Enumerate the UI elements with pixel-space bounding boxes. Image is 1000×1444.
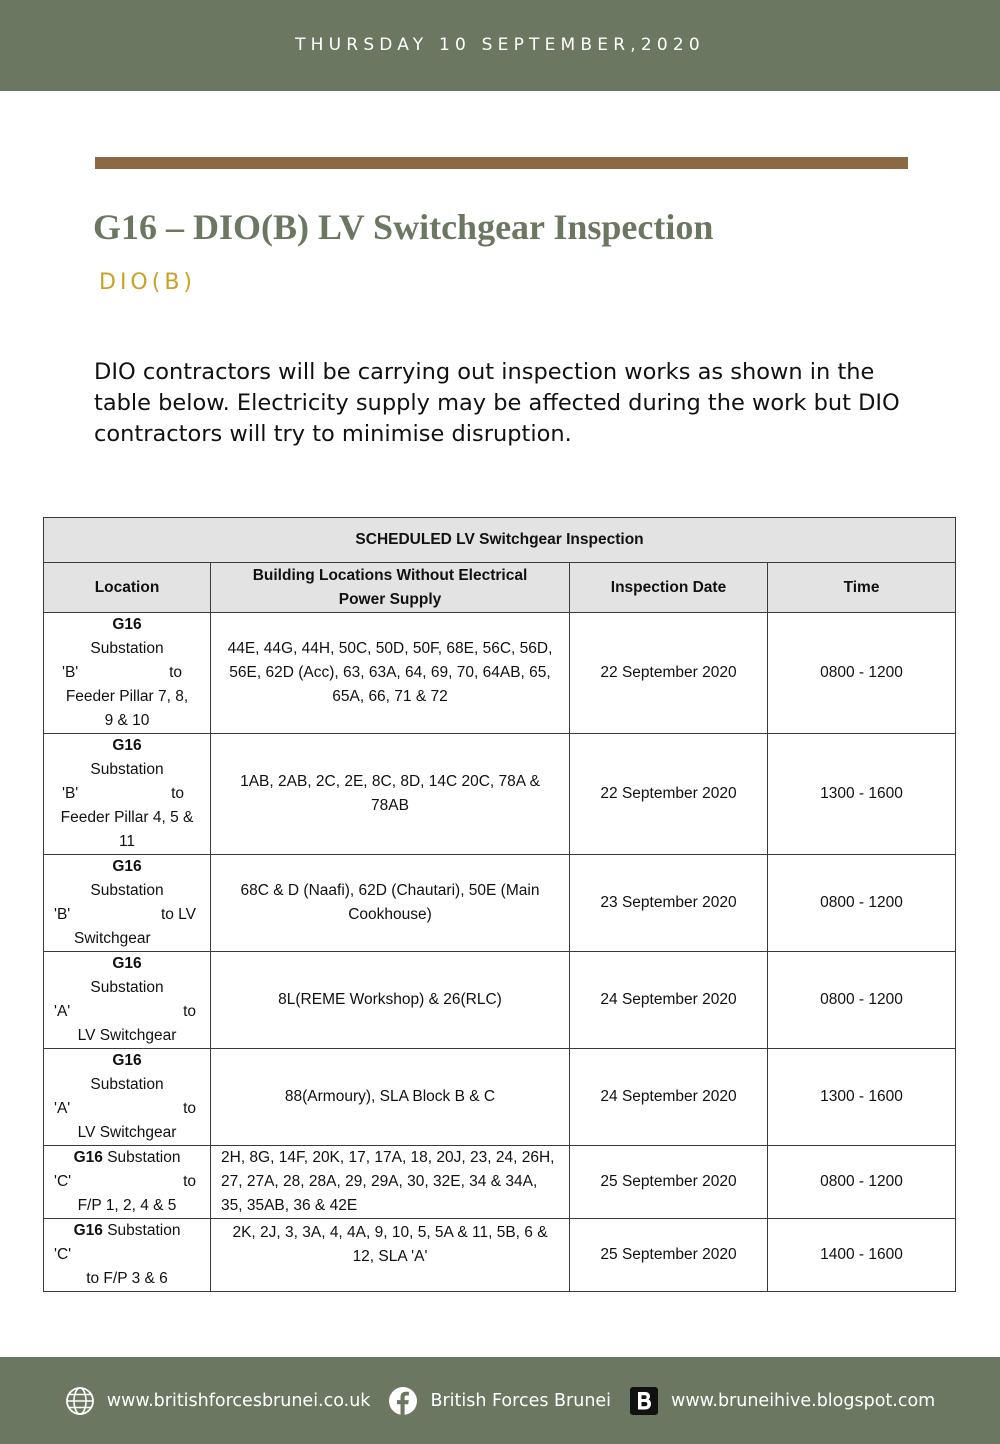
- time-cell: 0800 - 1200: [768, 613, 956, 734]
- location-code: 'C': [54, 1246, 72, 1263]
- location-to: to: [169, 664, 182, 681]
- location-to: to: [183, 1100, 196, 1117]
- location-cell: [44, 952, 211, 1049]
- time-cell: 1300 - 1600: [768, 1049, 956, 1146]
- date-cell: 25 September 2020: [570, 1146, 768, 1219]
- location-destination: Feeder Pillar 7, 8, 9 & 10: [65, 688, 189, 729]
- buildings-cell: 44E, 44G, 44H, 50C, 50D, 50F, 68E, 56C, 56D, 56E, 62D (Acc), 63, 63A, 64, 69, 70, 64AB, 65, 65A, 66, 71 & 72: [211, 613, 570, 734]
- buildings-cell: 2H, 8G, 14F, 20K, 17, 17A, 18, 20J, 23, 24, 26H, 27, 27A, 28, 28A, 29, 29A, 30, 32E, 34 & 34A, 35, 35AB, 36 & 42E: [211, 1146, 570, 1219]
- header-buildings: Building Locations Without Electrical Power Supply: [211, 563, 570, 613]
- location-destination: Feeder Pillar 4, 5 & 11: [60, 809, 194, 850]
- date-cell: 25 September 2020: [570, 1219, 768, 1292]
- table-row: [44, 1146, 956, 1219]
- location-id: G16: [112, 955, 142, 972]
- location-id: G16: [73, 1149, 103, 1166]
- header-date: Inspection Date: [570, 563, 768, 613]
- article-title: G16 – DIO(B) LV Switchgear Inspection: [93, 207, 714, 247]
- table-caption-row: [44, 518, 956, 563]
- location-code: 'B': [54, 906, 71, 923]
- table-row: [44, 734, 956, 855]
- facebook-link[interactable]: British Forces Brunei: [430, 1390, 612, 1411]
- table-caption: SCHEDULED LV Switchgear Inspection: [44, 518, 956, 563]
- footer-facebook[interactable]: [388, 1386, 611, 1416]
- date-cell: 24 September 2020: [570, 952, 768, 1049]
- table-row: [44, 855, 956, 952]
- location-substation: Substation: [107, 1222, 181, 1239]
- date-cell: 22 September 2020: [570, 613, 768, 734]
- footer: [0, 1357, 1000, 1444]
- date-cell: 23 September 2020: [570, 855, 768, 952]
- location-to: to LV: [160, 906, 196, 923]
- location-id: G16: [73, 1222, 103, 1239]
- article-source: DIO(B): [99, 270, 197, 295]
- buildings-cell: 8L(REME Workshop) & 26(RLC): [211, 952, 570, 1049]
- table-row: [44, 1219, 956, 1292]
- time-cell: 0800 - 1200: [768, 855, 956, 952]
- location-cell: [44, 1146, 211, 1219]
- location-substation: Substation: [90, 979, 164, 996]
- location-substation: Substation: [90, 1076, 164, 1093]
- facebook-icon: [388, 1386, 418, 1416]
- header-location: Location: [44, 563, 211, 613]
- location-id: G16: [112, 1052, 142, 1069]
- top-banner: [0, 0, 1000, 91]
- article-intro: DIO contractors will be carrying out inspection works as shown in the table below. Electricity supply may be affected during the work but DIO contractors will try to minimise disruption.: [94, 359, 900, 447]
- location-to: to: [171, 785, 184, 802]
- location-cell: [44, 1049, 211, 1146]
- location-destination: F/P 1, 2, 4 & 5: [77, 1197, 177, 1214]
- location-cell: [44, 613, 211, 734]
- globe-icon: [65, 1386, 95, 1416]
- location-cell: [44, 855, 211, 952]
- blog-link[interactable]: www.bruneihive.blogspot.com: [671, 1390, 936, 1411]
- location-cell: [44, 1219, 211, 1292]
- location-code: 'A': [54, 1100, 71, 1117]
- location-substation: Substation: [90, 640, 164, 657]
- location-code: 'B': [62, 664, 79, 681]
- location-id: G16: [112, 616, 142, 633]
- location-substation: Substation: [90, 761, 164, 778]
- location-to: to: [183, 1003, 196, 1020]
- location-destination: LV Switchgear: [77, 1124, 177, 1141]
- location-to: to: [183, 1173, 196, 1190]
- table-row: [44, 613, 956, 734]
- buildings-cell: 88(Armoury), SLA Block B & C: [211, 1049, 570, 1146]
- location-substation: Substation: [90, 882, 164, 899]
- date-cell: 24 September 2020: [570, 1049, 768, 1146]
- location-destination: LV Switchgear: [77, 1027, 177, 1044]
- table-header-row: [44, 563, 956, 613]
- time-cell: 1300 - 1600: [768, 734, 956, 855]
- header-time: Time: [768, 563, 956, 613]
- location-code: 'B': [62, 785, 79, 802]
- inspection-schedule-table: [43, 517, 956, 1292]
- time-cell: 0800 - 1200: [768, 1146, 956, 1219]
- location-code: 'A': [54, 1003, 71, 1020]
- location-substation: Substation: [107, 1149, 181, 1166]
- issue-date: THURSDAY 10 SEPTEMBER,2020: [295, 34, 705, 55]
- buildings-cell: 2K, 2J, 3, 3A, 4, 4A, 9, 10, 5, 5A & 11, 5B, 6 & 12, SLA 'A': [211, 1219, 570, 1292]
- buildings-cell: 1AB, 2AB, 2C, 2E, 8C, 8D, 14C 20C, 78A & 78AB: [211, 734, 570, 855]
- footer-website[interactable]: [65, 1386, 371, 1416]
- location-destination: Switchgear: [74, 930, 151, 947]
- buildings-cell: 68C & D (Naafi), 62D (Chautari), 50E (Main Cookhouse): [211, 855, 570, 952]
- location-id: G16: [112, 737, 142, 754]
- time-cell: 1400 - 1600: [768, 1219, 956, 1292]
- footer-blog[interactable]: [629, 1386, 935, 1416]
- location-code: 'C': [54, 1173, 72, 1190]
- website-link[interactable]: www.britishforcesbrunei.co.uk: [106, 1390, 371, 1411]
- location-id: G16: [112, 858, 142, 875]
- time-cell: 0800 - 1200: [768, 952, 956, 1049]
- location-destination: to F/P 3 & 6: [86, 1270, 168, 1287]
- table-row: [44, 952, 956, 1049]
- location-cell: [44, 734, 211, 855]
- accent-rule: [95, 157, 908, 169]
- table-row: [44, 1049, 956, 1146]
- blogger-icon: [629, 1386, 659, 1416]
- date-cell: 22 September 2020: [570, 734, 768, 855]
